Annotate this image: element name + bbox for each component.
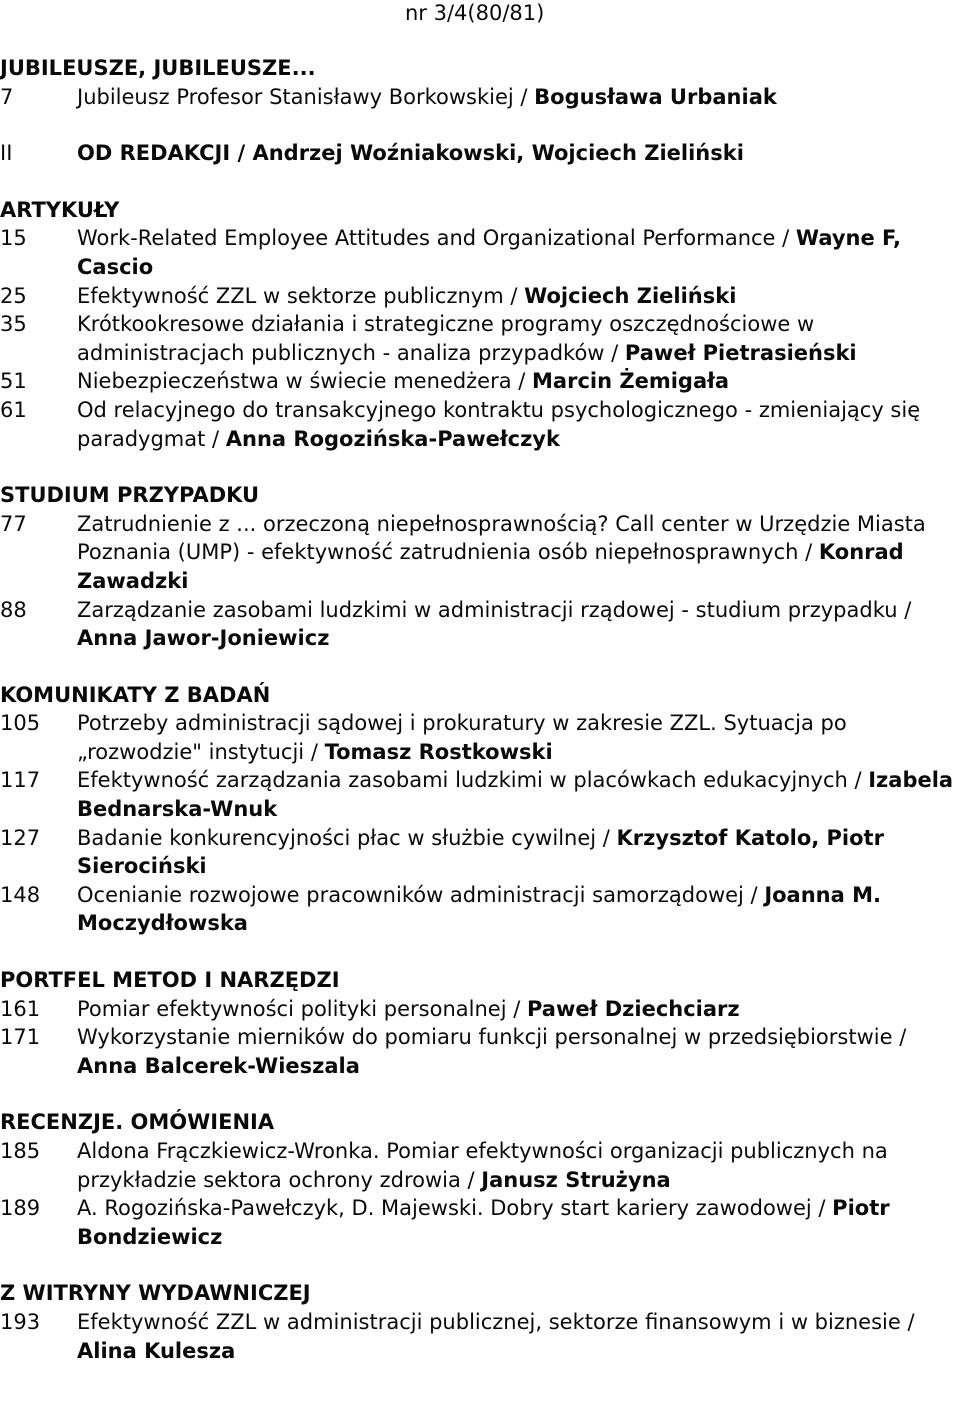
section-heading: STUDIUM PRZYPADKU [0,483,260,508]
toc-entry [0,881,960,938]
page-number: 51 [0,369,27,394]
entry-author: Janusz Strużyna [481,1167,671,1192]
toc-entry [0,310,960,367]
entry-text [77,596,960,653]
entry-title: Pomiar efektywności polityki personalnej / [77,996,527,1021]
toc-section-recenzje [0,1108,960,1251]
entry-text [77,1023,960,1080]
page-number: II [0,141,13,166]
page-number: 105 [0,711,41,736]
entry-author: Krzysztof Katolo, Piotr Sierociński [77,825,884,879]
page-number: 7 [0,84,14,109]
entry-title: Aldona Frączkiewicz-Wronka. Pomiar efektywności organizacji publicznych na przykładzie sektora ochrony zdrowia / [77,1139,888,1192]
entry-author: Alina Kulesza [77,1338,236,1363]
toc-entry [0,282,960,311]
entry-title: Work-Related Employee Attitudes and Organizational Performance / [77,226,796,251]
entry-author: Anna Rogozińska-Pawełczyk [225,426,560,451]
entry-text [77,83,960,112]
toc-entry [0,139,960,168]
entry-text [77,766,960,823]
entry-title: A. Rogozińska-Pawełczyk, D. Majewski. Dobry start kariery zawodowej / [77,1196,833,1221]
page-number: 171 [0,1025,41,1050]
entry-author: OD REDAKCJI / Andrzej Woźniakowski, Wojciech Zieliński [77,141,744,166]
page-number: 161 [0,996,41,1021]
page-number: 127 [0,825,41,850]
entry-title: Jubileusz Profesor Stanisławy Borkowskiej / [77,84,535,109]
entry-title: Efektywność ZZL w sektorze publicznym / [77,283,525,308]
page-number: 193 [0,1309,41,1334]
entry-text [77,282,960,311]
toc-entry [0,367,960,396]
entry-title: Badanie konkurencyjności płac w służbie cywilnej / [77,825,617,850]
toc-entry [0,709,960,766]
toc-section-artykuly [0,196,960,453]
entry-author: Anna Balcerek-Wieszala [77,1053,360,1078]
entry-title: Efektywność zarządzania zasobami ludzkimi w placówkach edukacyjnych / [77,768,869,793]
entry-text [77,139,960,168]
issue-number: nr 3/4(80/81) [405,1,545,25]
entry-text [77,881,960,938]
entry-author: Wojciech Zieliński [524,283,737,308]
page-number: 117 [0,768,41,793]
entry-text [77,310,960,367]
toc-section-portfel [0,966,960,1080]
toc-entry [0,596,960,653]
entry-text [77,1308,960,1365]
entry-author: Wayne F, Cascio [77,226,901,279]
entry-text [77,1137,960,1194]
entry-author: Anna Jawor-Joniewicz [77,626,330,651]
section-heading: KOMUNIKATY Z BADAŃ [0,682,271,707]
entry-text [77,224,960,281]
section-heading: ARTYKUŁY [0,197,120,222]
toc-entry [0,83,960,112]
entry-text [77,510,960,596]
toc-entry [0,224,960,281]
page-number: 189 [0,1196,41,1221]
section-heading: JUBILEUSZE, JUBILEUSZE... [0,56,316,80]
entry-title: Zatrudnienie z ... orzeczoną niepełnosprawnością? Call center w Urzędzie Miasta Poznania (UMP) - efektywność zatrudnienia osób niepełnosprawnych / [77,511,926,565]
entry-title: Ocenianie rozwojowe pracowników administracji samorządowej / [77,882,765,907]
page-number: 15 [0,226,27,251]
entry-title: Krótkookresowe działania i strategiczne programy oszczędnościowe w administracjach publicznych - analiza przypadków / [77,312,815,365]
section-heading: PORTFEL METOD I NARZĘDZI [0,968,340,993]
toc-entry [0,1194,960,1251]
page-number: 88 [0,597,27,622]
entry-title: Od relacyjnego do transakcyjnego kontraktu psychologicznego - zmieniający się paradygmat / [77,397,921,451]
entry-author: Marcin Żemigała [532,369,730,394]
entry-author: Izabela Bednarska-Wnuk [77,768,954,822]
toc-entry [0,995,960,1024]
page-number: 25 [0,283,27,308]
toc-section-studium-przypadku [0,481,960,653]
toc-entry [0,766,960,823]
entry-title: Wykorzystanie mierników do pomiaru funkcji personalnej w przedsiębiorstwie / [77,1025,907,1050]
entry-author: Bogusława Urbaniak [534,84,777,109]
entry-title: Potrzeby administracji sądowej i prokuratury w zakresie ZZL. Sytuacja po „rozwodzie" instytucji / [77,711,847,764]
toc-entry [0,824,960,881]
toc-entry [0,510,960,596]
toc-section-witryna [0,1279,960,1365]
page-number: 148 [0,882,41,907]
entry-text [77,1194,960,1251]
entry-author: Paweł Pietrasieński [624,340,857,365]
entry-title: Niebezpieczeństwa w świecie menedżera / [77,369,533,394]
toc-section-jubileusze [0,54,960,168]
table-of-contents [0,54,960,1365]
entry-author: Paweł Dziechciarz [526,996,740,1021]
entry-title: Efektywność ZZL w administracji publicznej, sektorze finansowym i w biznesie / [77,1309,915,1334]
section-heading: Z WITRYNY WYDAWNICZEJ [0,1281,311,1306]
entry-text [77,709,960,766]
entry-text [77,824,960,881]
entry-author: Konrad Zawadzki [77,540,904,593]
toc-entry [0,1308,960,1365]
page-number: 35 [0,312,27,337]
entry-text [77,396,960,453]
entry-text [77,367,960,396]
entry-title: Zarządzanie zasobami ludzkimi w administracji rządowej - studium przypadku / [77,597,912,622]
toc-entry [0,1023,960,1080]
entry-author: Tomasz Rostkowski [324,739,553,764]
page-number: 185 [0,1139,41,1163]
toc-entry [0,1137,960,1194]
section-heading: RECENZJE. OMÓWIENIA [0,1110,275,1135]
entry-author: Piotr Bondziewicz [77,1196,890,1249]
toc-section-komunikaty [0,681,960,938]
page-number: 77 [0,511,27,536]
entry-text [77,995,960,1024]
page-number: 61 [0,397,27,422]
toc-entry [0,396,960,453]
entry-author: Joanna M. Moczydłowska [77,882,881,936]
